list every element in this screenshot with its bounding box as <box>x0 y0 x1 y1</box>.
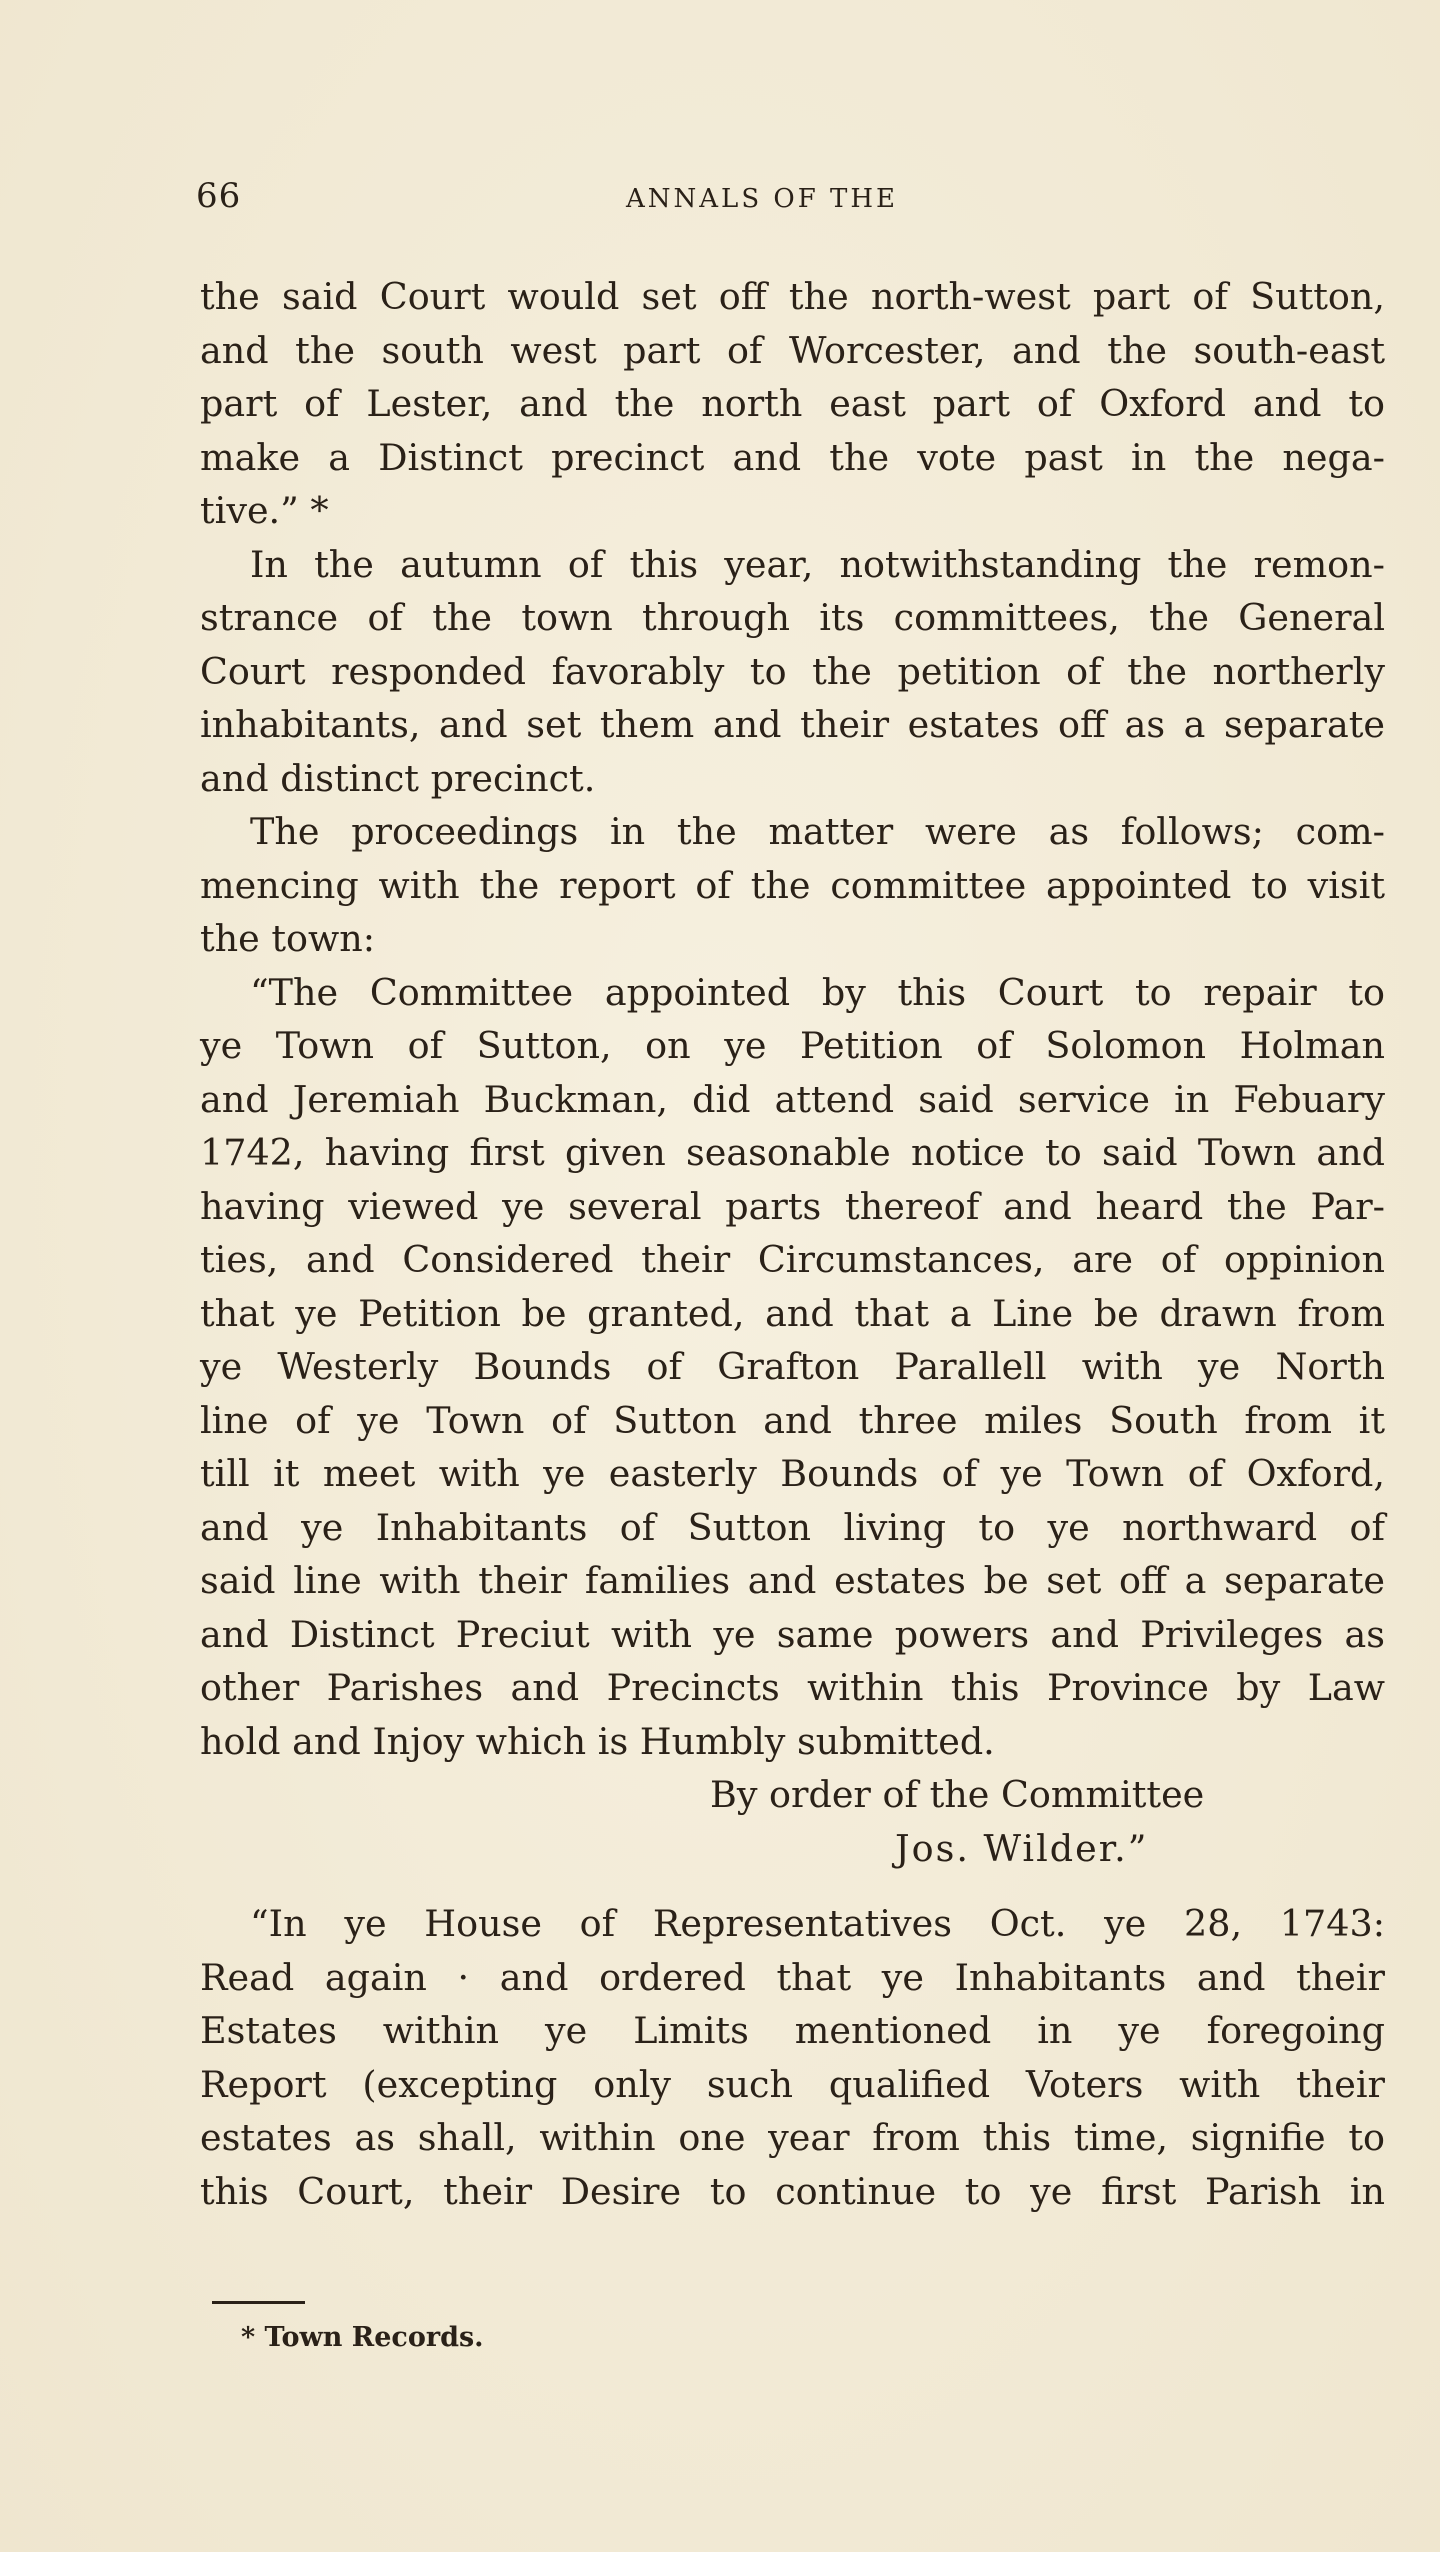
text-line: ye Westerly Bounds of Grafton Parallell with ye North <box>200 1345 1385 1388</box>
signature-name: Jos. Wilder.” <box>895 1826 1149 1870</box>
text-line: ye Town of Sutton, on ye Petition of Solomon Holman <box>200 1024 1385 1067</box>
text-line: make a Distinct precinct and the vote past in the nega- <box>200 435 1385 479</box>
text-line: part of Lester, and the north east part of Oxford and to <box>200 382 1385 425</box>
text-line: mencing with the report of the committee appointed to visit <box>200 863 1385 907</box>
text-line: Read again · and ordered that ye Inhabitants and their <box>200 1955 1385 1999</box>
text-line: “In ye House of Representatives Oct. ye 28, 1743: <box>250 1902 1385 1945</box>
text-line: The proceedings in the matter were as follows; com- <box>250 810 1385 853</box>
text-line: and Distinct Preciut with ye same powers and Privileges as <box>200 1612 1385 1656</box>
text-line: 1742, having first given seasonable notice to said Town and <box>200 1131 1385 1174</box>
text-line: and distinct precinct. <box>200 756 596 800</box>
text-line: “The Committee appointed by this Court to repair to <box>250 970 1385 1014</box>
text-line: the said Court would set off the north-west part of Sutton, <box>200 275 1385 318</box>
text-line: that ye Petition be granted, and that a Line be drawn from <box>200 1291 1385 1335</box>
text-line: till it meet with ye easterly Bounds of ye Town of Oxford, <box>200 1452 1385 1495</box>
text-line: inhabitants, and set them and their estates off as a separate <box>200 703 1385 746</box>
text-line: In the autumn of this year, notwithstanding the remon- <box>250 542 1385 586</box>
text-line: Report (excepting only such qualified Voters with their <box>200 2062 1385 2106</box>
text-line: and Jeremiah Buckman, did attend said service in Febuary <box>200 1077 1385 1121</box>
text-line: tive.” * <box>200 489 329 532</box>
text-line: Court responded favorably to the petition of the northerly <box>200 649 1385 693</box>
text-line: and the south west part of Worcester, and the south-east <box>200 328 1385 372</box>
text-line: estates as shall, within one year from this time, signifie to <box>200 2116 1385 2159</box>
text-line: other Parishes and Precincts within this Province by Law <box>200 1666 1385 1709</box>
text-line: said line with their families and estates be set off a separate <box>200 1559 1385 1602</box>
body-text <box>200 270 1385 2218</box>
text-line: hold and Injoy which is Humbly submitted. <box>200 1719 995 1763</box>
text-line: the town: <box>200 917 376 960</box>
running-title: ANNALS OF THE <box>626 184 899 214</box>
text-line: having viewed ye several parts thereof and heard the Par- <box>200 1184 1385 1228</box>
signature-order: By order of the Committee <box>710 1773 1205 1816</box>
footnote: * Town Records. <box>241 2322 484 2353</box>
text-line: this Court, their Desire to continue to ye first Parish in <box>200 2169 1385 2213</box>
page-number: 66 <box>196 176 242 216</box>
text-line: line of ye Town of Sutton and three miles South from it <box>200 1398 1385 1442</box>
paragraph-gap <box>200 1875 1385 1897</box>
footnote-divider <box>212 2301 305 2304</box>
text-line: and ye Inhabitants of Sutton living to ye northward of <box>200 1505 1385 1549</box>
text-line: ties, and Considered their Circumstances, are of oppinion <box>200 1238 1385 1281</box>
text-line: Estates within ye Limits mentioned in ye foregoing <box>200 2009 1385 2052</box>
running-head <box>196 176 1386 226</box>
text-line: strance of the town through its committees, the General <box>200 596 1385 639</box>
